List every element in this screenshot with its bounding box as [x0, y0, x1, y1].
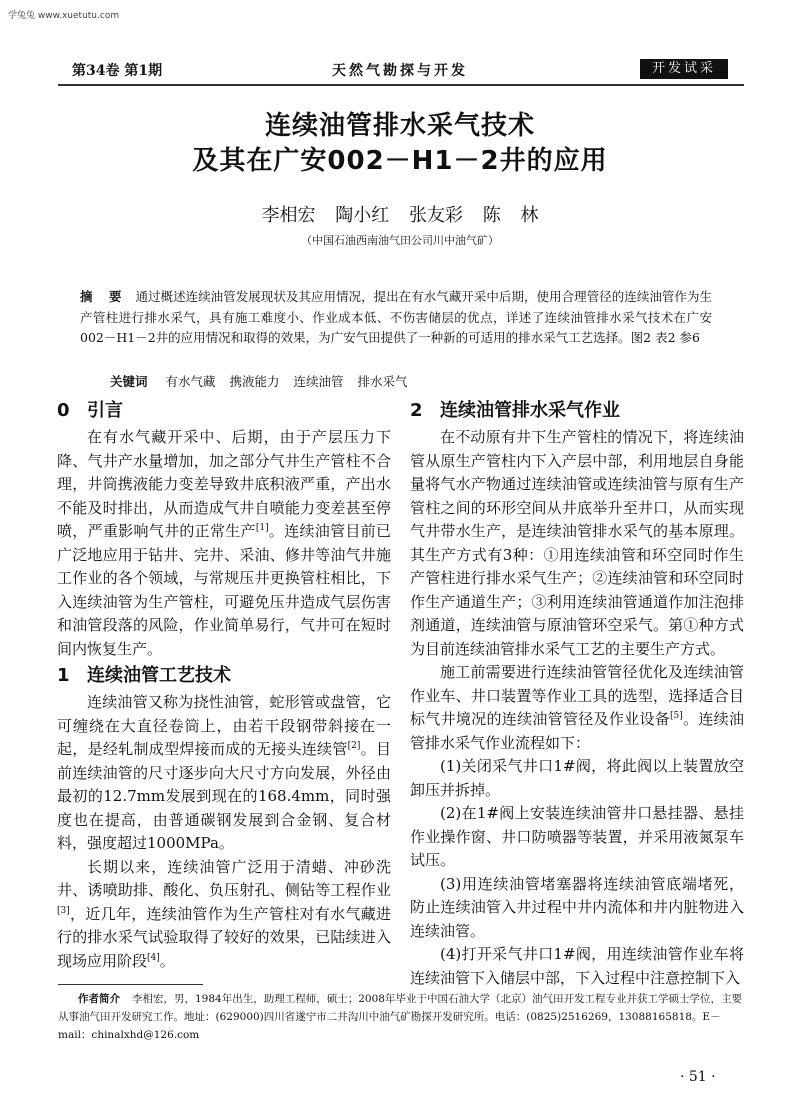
section-title: 引言 [87, 400, 123, 421]
keyword: 携液能力 [229, 374, 280, 389]
paragraph: 在不动原有井下生产管柱的情况下，将连续油管从原生产管柱内下入产层中部，利用地层自身能量将气水产物通过连续油管或连续油管与原有生产管柱之间的环形空间从井底举升至井口，从而实现气井带水生产，是连续油管排水采气的基本原理。其生产方式有3种：①用连续油管和环空同时作生产管柱进行排水采气生产；②连续油管和环空同时作生产通道生产；③利用连续油管通道作加注泡排剂通道，连续油管与原油管环空采气。第①种方式为目前连续油管排水采气工艺的主要生产方式。 [410, 428, 744, 658]
abstract-label: 摘 要 [80, 289, 128, 304]
citation: [2] [347, 741, 361, 751]
title-line-1: 连续油管排水采气技术 [264, 111, 535, 141]
footnote-text: 李相宏，男，1984年出生，助理工程师，硕士；2008年毕业于中国石油大学（北京）油气田开发工程专业并获工学硕士学位，主要从事油气田开发研究工作。地址：(629000)四川省遂宁市二井沟川中油气矿勘探开发研究所。电话：(0825)2516269，13088165818。E－mail：chinalxhd@126.com [58, 993, 742, 1041]
paragraph [57, 426, 391, 661]
volume-issue: 第34卷 第1期 [72, 63, 163, 79]
citation: [5] [670, 711, 683, 721]
section-title: 连续油管排水采气作业 [440, 400, 620, 421]
section-heading-1 [57, 661, 391, 691]
section-number: 1 [57, 665, 70, 686]
citation: [3] [57, 905, 70, 916]
title-line-2: 及其在广安002－H1－2井的应用 [192, 146, 608, 176]
header-rule [58, 84, 744, 86]
paragraph [410, 661, 744, 755]
keyword: 排水采气 [357, 374, 408, 389]
text: 。连续油管目前已广泛地应用于钻井、完井、采油、修井等油气井施工作业的各个领域，与常规压井更换管柱相比，下入连续油管为生产管柱，可避免压井造成气层伤害和油管段落的风险，作业简单易行，气井可在短时间内恢复生产。 [57, 522, 391, 658]
keyword: 有水气藏 [165, 374, 216, 389]
text: 。 [159, 951, 175, 970]
keyword: 连续油管 [293, 374, 344, 389]
citation: [1] [255, 523, 269, 533]
text: 长期以来，连续油管广泛用于清蜡、冲砂洗井、诱喷助排、酸化、负压射孔、侧钻等工程作业 [57, 857, 391, 899]
right-column [410, 396, 744, 990]
section-number: 0 [57, 400, 70, 421]
text: 施工前需要进行连续油管管径优化及连续油管作业车、井口装置等作业工具的选型，选择适合目标气井境况的连续油管管径及作业设备 [410, 663, 744, 728]
citation: [4] [147, 952, 160, 963]
keywords [110, 374, 422, 390]
keywords-label: 关键词 [110, 374, 148, 389]
section-heading-2 [410, 396, 744, 426]
text: 连续油管又称为挠性油管，蛇形管或盘管，它可缠绕在大直径卷筒上，由若干段钢带斜接在一起，是经轧制成型焊接而成的无接头连续管 [57, 693, 391, 758]
page-number: · 51 · [680, 1069, 716, 1085]
footnote-label: 作者简介 [78, 993, 120, 1005]
step: (3)用连续油管堵塞器将连续油管底端堵死，防止连续油管入井过程中井内流体和井内脏物进入连续油管。 [410, 874, 744, 940]
footnote-rule [58, 984, 203, 985]
text: 。目前连续油管的尺寸逐步向大尺寸方向发展，外径由最初的12.7mm发展到现在的168.4mm，同时强度也在提高，由普通碳钢发展到合金钢、复合材料，强度超过1000MPa。 [57, 740, 391, 852]
paragraph [57, 856, 391, 974]
watermark: 学兔兔 www.xuetutu.com [8, 11, 120, 21]
paragraph [57, 691, 391, 856]
affiliation: （中国石油西南油气田公司川中油气矿） [301, 234, 499, 247]
section-number: 2 [410, 400, 423, 421]
step: (4)打开采气井口1#阀，用连续油管作业车将连续油管下入储层中部，下入过程中注意控制下入 [410, 945, 744, 987]
text: 在有水气藏开采中、后期，由于产层压力下降、气井产水量增加，加之部分气井生产管柱不合理，井筒携液能力变差导致井底积液严重，产出水不能及时排出，从而造成气井自喷能力变差甚至停喷，严重影响气井的正常生产 [57, 428, 391, 540]
author-footnote [58, 990, 748, 1044]
authors: 李相宏 陶小红 张友彩 陈 林 [261, 205, 539, 226]
abstract-text: 通过概述连续油管发展现状及其应用情况，提出在有水气藏开采中后期，使用合理管径的连续油管作为生产管柱进行排水采气，具有施工难度小、作业成本低、不伤害储层的优点，详述了连续油管排水采气技术在广安002－H1－2井的应用情况和取得的效果，为广安气田提供了一种新的可适用的排水采气工艺选择。图2 表2 参6 [80, 289, 712, 345]
text: ，近几年，连续油管作为生产管柱对有水气藏进行的排水采气试验取得了较好的效果，已陆续进入现场应用阶段 [57, 904, 391, 970]
text: 。连续油管排水采气作业流程如下： [410, 710, 744, 752]
section-title: 连续油管工艺技术 [87, 665, 231, 686]
step: (1)关闭采气井口1#阀，将此阀以上装置放空卸压并拆掉。 [410, 757, 744, 799]
journal-name: 天然气勘探与开发 [332, 63, 468, 79]
section-badge: 开发试采 [640, 59, 728, 79]
left-column [57, 396, 391, 973]
abstract [80, 287, 712, 349]
section-heading-0 [57, 396, 391, 426]
step: (2)在1#阀上安装连续油管井口悬挂器、悬挂作业操作窗、井口防喷器等装置，并采用液氮泵车试压。 [410, 804, 744, 869]
